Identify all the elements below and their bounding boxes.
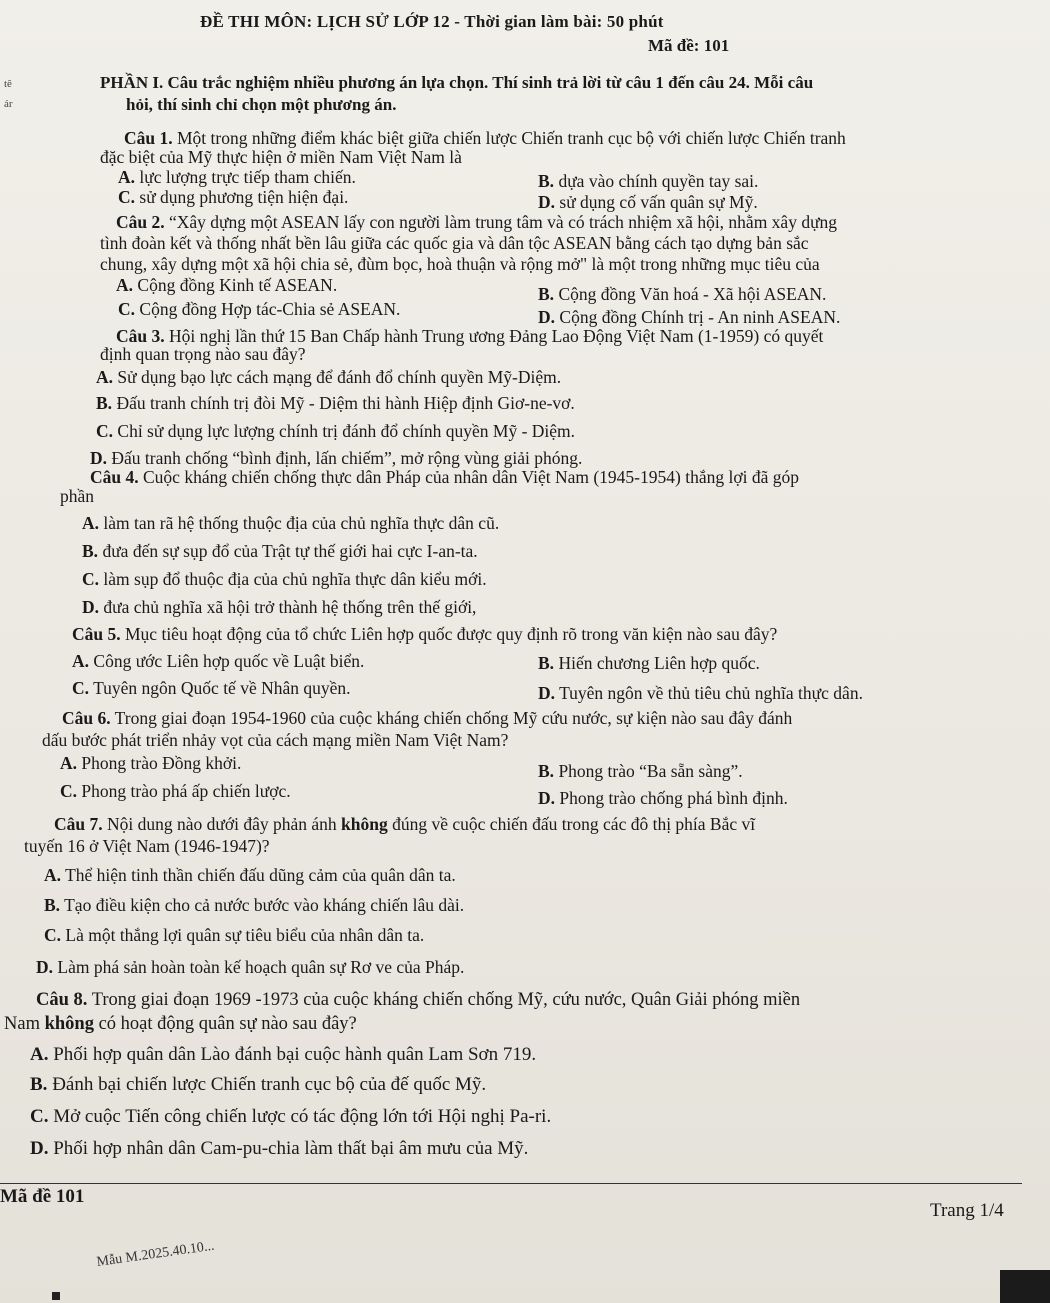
option-key: C. xyxy=(30,1106,49,1127)
option-text: Tạo điều kiện cho cả nước bước vào kháng chiến lâu dài. xyxy=(60,895,465,915)
question-text: Một trong những điểm khác biệt giữa chiến lược Chiến tranh cục bộ với chiến lược Chiến tranh xyxy=(172,128,846,148)
option-d[interactable] xyxy=(538,787,788,809)
option-a[interactable] xyxy=(72,650,364,672)
question-text: Trong giai đoạn 1969 -1973 của cuộc kháng chiến chống Mỹ, cứu nước, Quân Giải phóng miền xyxy=(87,990,801,1010)
option-text: Phong trào phá ấp chiến lược. xyxy=(77,781,291,801)
option-text: Phối hợp nhân dân Cam-pu-chia làm thất bại âm mưu của Mỹ. xyxy=(48,1138,529,1159)
option-key: B. xyxy=(538,761,555,781)
option-text: làm sụp đổ thuộc địa của chủ nghĩa thực dân kiểu mới. xyxy=(99,569,487,589)
option-text: Cộng đồng Hợp tác-Chia sẻ ASEAN. xyxy=(135,299,401,319)
option-text: Cộng đồng Kinh tế ASEAN. xyxy=(133,275,338,295)
question-text-cont: chung, xây dựng một xã hội chia sẻ, đùm bọc, hoà thuận và rộng mở" là một trong những mục tiêu của xyxy=(100,254,820,274)
question-label: Câu 1. xyxy=(124,128,173,148)
option-a[interactable] xyxy=(30,1044,536,1066)
question-text: Nam xyxy=(4,1014,45,1034)
option-b[interactable] xyxy=(538,760,743,782)
question-text-cont: tuyến 16 ở Việt Nam (1946-1947)? xyxy=(24,836,270,856)
option-text: Đánh bại chiến lược Chiến tranh cục bộ của đế quốc Mỹ. xyxy=(47,1074,487,1095)
option-text: Làm phá sản hoàn toàn kế hoạch quân sự Rơ ve của Pháp. xyxy=(53,957,465,977)
option-b[interactable] xyxy=(538,170,758,192)
dark-edge xyxy=(1000,1270,1050,1303)
option-text: Mở cuộc Tiến công chiến lược có tác động lớn tới Hội nghị Pa-ri. xyxy=(48,1106,552,1127)
part-line-1: PHẦN I. Câu trắc nghiệm nhiều phương án lựa chọn. Thí sinh trả lời từ câu 1 đến câu 24. Mỗi câu xyxy=(100,73,814,92)
option-key: A. xyxy=(116,275,134,295)
option-key: A. xyxy=(118,167,136,187)
footer-exam-code: Mã đề 101 xyxy=(0,1186,85,1207)
option-c[interactable] xyxy=(72,677,351,699)
option-text: Là một thắng lợi quân sự tiêu biểu của nhân dân ta. xyxy=(61,925,425,945)
page-number: Trang 1/4 xyxy=(930,1200,1004,1221)
question-text: “Xây dựng một ASEAN lấy con người làm trung tâm và có trách nhiệm xã hội, nhằm xây dựng xyxy=(164,212,838,232)
option-key: C. xyxy=(96,421,114,441)
option-key: C. xyxy=(44,925,62,945)
template-stamp: Mẫu M.2025.40.10... xyxy=(95,1238,216,1271)
option-text: Hiến chương Liên hợp quốc. xyxy=(554,653,760,673)
footer-divider xyxy=(0,1183,1022,1184)
emphasis-not: không xyxy=(44,1014,94,1034)
option-text: đưa chủ nghĩa xã hội trở thành hệ thống trên thế giới, xyxy=(99,597,477,617)
option-key: D. xyxy=(538,788,556,808)
option-key: C. xyxy=(118,187,136,207)
question-text: Cuộc kháng chiến chống thực dân Pháp của nhân dân Việt Nam (1945-1954) thắng lợi đã góp xyxy=(138,467,799,487)
option-text: Cộng đồng Văn hoá - Xã hội ASEAN. xyxy=(554,284,827,304)
option-text: Công ước Liên hợp quốc về Luật biển. xyxy=(89,651,365,671)
option-c[interactable] xyxy=(118,186,348,208)
option-text: Thể hiện tinh thần chiến đấu dũng cảm của quân dân ta. xyxy=(61,865,456,885)
question-text-cont: dấu bước phát triển nhảy vọt của cách mạng miền Nam Việt Nam? xyxy=(42,730,509,750)
question-label: Câu 2. xyxy=(116,212,165,232)
option-key: D. xyxy=(82,597,100,617)
option-c[interactable] xyxy=(44,924,424,946)
question-text-cont: tình đoàn kết và thống nhất bền lâu giữa các quốc gia và dân tộc ASEAN bằng cách tạo dựng bản sắc xyxy=(100,233,809,253)
option-key: D. xyxy=(538,683,556,703)
exam-code: Mã đề: 101 xyxy=(648,36,730,55)
option-key: B. xyxy=(538,284,555,304)
option-a[interactable] xyxy=(116,274,337,296)
option-key: D. xyxy=(90,448,108,468)
question-2 xyxy=(116,212,976,233)
exam-title: ĐỀ THI MÔN: LỊCH SỬ LỚP 12 - Thời gian làm bài: 50 phút xyxy=(200,12,664,31)
option-d[interactable] xyxy=(538,682,863,704)
option-key: C. xyxy=(72,678,90,698)
question-8 xyxy=(36,990,1036,1011)
question-label: Câu 3. xyxy=(116,326,165,346)
part-heading xyxy=(100,72,960,116)
option-a[interactable] xyxy=(118,166,356,188)
option-d[interactable] xyxy=(30,1138,528,1160)
option-text: làm tan rã hệ thống thuộc địa của chủ nghĩa thực dân cũ. xyxy=(99,513,500,533)
option-d[interactable] xyxy=(90,447,582,469)
option-text: Tuyên ngôn về thủ tiêu chủ nghĩa thực dân. xyxy=(555,683,863,703)
option-text: sử dụng phương tiện hiện đại. xyxy=(135,187,349,207)
option-d[interactable] xyxy=(538,306,840,328)
option-text: Cộng đồng Chính trị - An ninh ASEAN. xyxy=(555,307,841,327)
margin-mark: tê xyxy=(4,78,12,90)
option-key: A. xyxy=(60,753,78,773)
option-d[interactable] xyxy=(538,191,758,213)
question-label: Câu 8. xyxy=(36,990,88,1010)
option-key: C. xyxy=(60,781,78,801)
option-c[interactable] xyxy=(118,298,400,320)
option-text: Tuyên ngôn Quốc tế về Nhân quyền. xyxy=(89,678,351,698)
option-b[interactable] xyxy=(82,540,478,562)
question-text: Trong giai đoạn 1954-1960 của cuộc kháng chiến chống Mỹ cứu nước, sự kiện nào sau đây đánh xyxy=(110,708,793,728)
option-text: Đấu tranh chính trị đòi Mỹ - Diệm thi hành Hiệp định Giơ-ne-vơ. xyxy=(112,393,575,413)
option-a[interactable] xyxy=(82,512,499,534)
question-text: có hoạt động quân sự nào sau đây? xyxy=(93,1014,357,1034)
option-c[interactable] xyxy=(96,420,575,442)
option-text: lực lượng trực tiếp tham chiến. xyxy=(135,167,356,187)
option-d[interactable] xyxy=(36,956,464,978)
option-a[interactable] xyxy=(60,752,241,774)
option-text: Chỉ sử dụng lực lượng chính trị đánh đổ chính quyền Mỹ - Diệm. xyxy=(113,421,576,441)
option-key: D. xyxy=(538,192,556,212)
option-a[interactable] xyxy=(96,366,561,388)
option-key: D. xyxy=(538,307,556,327)
question-label: Câu 4. xyxy=(90,467,139,487)
option-text: dựa vào chính quyền tay sai. xyxy=(554,171,759,191)
option-key: A. xyxy=(82,513,100,533)
option-key: B. xyxy=(96,393,113,413)
option-key: B. xyxy=(538,171,555,191)
option-text: Phong trào Đồng khởi. xyxy=(77,753,242,773)
emphasis-not: không xyxy=(341,814,388,834)
option-text: Phong trào chống phá bình định. xyxy=(555,788,788,808)
option-b[interactable] xyxy=(44,894,464,916)
option-text: đưa đến sự sụp đổ của Trật tự thế giới hai cực I-an-ta. xyxy=(98,541,478,561)
option-key: B. xyxy=(82,541,99,561)
question-text: Hội nghị lần thứ 15 Ban Chấp hành Trung ương Đảng Lao Động Việt Nam (1-1959) có quyết xyxy=(164,326,824,346)
option-b[interactable] xyxy=(538,652,760,674)
question-5 xyxy=(72,624,972,645)
option-key: D. xyxy=(36,957,54,977)
question-text-cont: phần xyxy=(60,486,95,506)
option-key: A. xyxy=(30,1044,49,1065)
option-c[interactable] xyxy=(30,1106,551,1128)
option-key: D. xyxy=(30,1138,49,1159)
question-4 xyxy=(90,467,990,488)
option-b[interactable] xyxy=(538,283,826,305)
option-text: Phong trào “Ba sẵn sàng”. xyxy=(554,761,743,781)
question-text-cont xyxy=(4,1014,357,1035)
option-b[interactable] xyxy=(30,1074,486,1096)
option-c[interactable] xyxy=(60,780,291,802)
question-label: Câu 5. xyxy=(72,624,121,644)
option-text: Sử dụng bạo lực cách mạng để đánh đổ chính quyền Mỹ-Diệm. xyxy=(113,367,562,387)
option-text: Phối hợp quân dân Lào đánh bại cuộc hành quân Lam Sơn 719. xyxy=(48,1044,537,1065)
option-text: sử dụng cố vấn quân sự Mỹ. xyxy=(555,192,758,212)
question-text: đúng về cuộc chiến đấu trong các đô thị phía Bắc vĩ xyxy=(387,814,756,834)
question-label: Câu 7. xyxy=(54,814,103,834)
option-key: A. xyxy=(72,651,90,671)
part-line-2: hỏi, thí sinh chỉ chọn một phương án. xyxy=(126,95,397,114)
option-text: Đấu tranh chống “bình định, lấn chiếm”, mở rộng vùng giải phóng. xyxy=(107,448,583,468)
option-key: B. xyxy=(30,1074,48,1095)
corner-mark xyxy=(52,1292,60,1300)
option-d[interactable] xyxy=(82,596,476,618)
question-text: Mục tiêu hoạt động của tổ chức Liên hợp quốc được quy định rõ trong văn kiện nào sau đây? xyxy=(120,624,778,644)
question-text: Nội dung nào dưới đây phản ánh xyxy=(102,814,342,834)
question-6 xyxy=(62,708,992,729)
option-key: A. xyxy=(44,865,62,885)
question-7 xyxy=(54,814,1024,835)
option-key: C. xyxy=(118,299,136,319)
option-key: C. xyxy=(82,569,100,589)
option-key: A. xyxy=(96,367,114,387)
option-b[interactable] xyxy=(96,392,575,414)
option-key: B. xyxy=(44,895,61,915)
question-label: Câu 6. xyxy=(62,708,111,728)
question-text-cont: đặc biệt của Mỹ thực hiện ở miền Nam Việt Nam là xyxy=(100,147,462,167)
question-text-cont: định quan trọng nào sau đây? xyxy=(100,344,306,364)
option-c[interactable] xyxy=(82,568,487,590)
margin-mark: ár xyxy=(4,98,13,110)
option-key: B. xyxy=(538,653,555,673)
question-1 xyxy=(124,128,964,149)
option-a[interactable] xyxy=(44,864,456,886)
